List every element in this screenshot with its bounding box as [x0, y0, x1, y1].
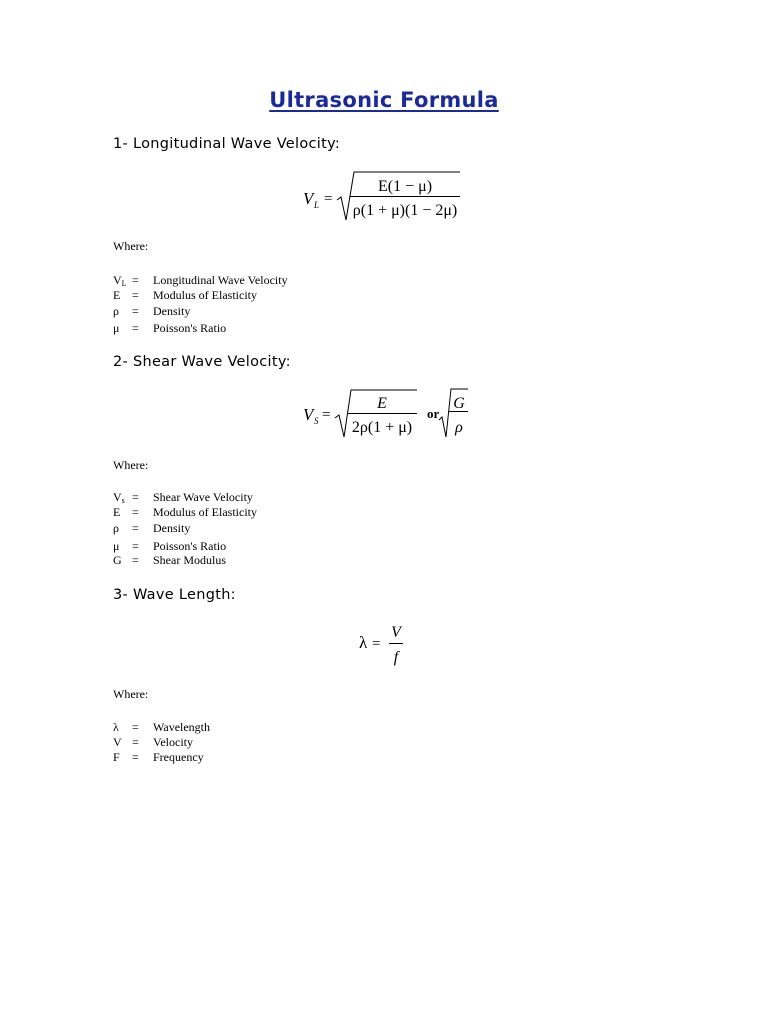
formula-2-denominator: 2ρ(1 + μ)	[351, 419, 413, 436]
definition-symbol: ρ	[113, 521, 119, 535]
definition-description: Modulus of Elasticity	[153, 288, 257, 302]
definition-description: Density	[153, 521, 191, 535]
section-2-heading: 2- Shear Wave Velocity:	[113, 354, 291, 370]
formula-2-or: or	[427, 406, 440, 421]
definition-description: Poisson's Ratio	[153, 321, 227, 335]
definition-equals: =	[132, 720, 139, 734]
formula-3-numerator: V	[391, 624, 401, 641]
shear-velocity-formula	[300, 386, 475, 442]
section-3-where-label: Where:	[113, 687, 149, 701]
definition-symbol: μ	[113, 321, 120, 335]
definition-symbol: G	[113, 553, 122, 567]
formula-3-lhs-symbol: λ	[359, 633, 368, 652]
formula-1-numerator: E(1 − μ)	[377, 178, 433, 195]
formula-1-denominator: ρ(1 + μ)(1 − 2μ)	[352, 202, 458, 219]
formula-2-equals: =	[322, 407, 331, 423]
formula-2-alt-numerator: G	[453, 395, 465, 412]
definition-description: Shear Modulus	[153, 553, 226, 567]
definition-equals: =	[132, 273, 139, 287]
section-3-heading: 3- Wave Length:	[113, 587, 236, 603]
definition-description: Modulus of Elasticity	[153, 505, 257, 519]
section-2-where-label: Where:	[113, 458, 149, 472]
definition-symbol: $V_s$	[113, 490, 125, 505]
definition-equals: =	[132, 321, 139, 335]
definition-symbol: V	[113, 735, 122, 749]
formula-1-lhs-symbol: V	[303, 189, 314, 208]
formula-3-denominator: f	[393, 649, 399, 666]
definition-description: Frequency	[153, 750, 204, 764]
definition-description: Density	[153, 304, 191, 318]
definition-symbol: F	[113, 750, 120, 764]
definition-equals: =	[132, 553, 139, 567]
definition-description: Velocity	[153, 735, 193, 749]
definition-symbol: E	[113, 505, 121, 519]
definition-equals: =	[132, 288, 139, 302]
definition-symbol: μ	[113, 539, 120, 553]
section-1-heading: 1- Longitudinal Wave Velocity:	[113, 136, 341, 152]
definition-symbol: $V_L$	[113, 273, 127, 288]
definition-symbol: ρ	[113, 304, 119, 318]
definition-equals: =	[132, 735, 139, 749]
formula-1-equals: =	[324, 191, 333, 207]
definition-equals: =	[132, 521, 139, 535]
definition-equals: =	[132, 539, 139, 553]
page-title: Ultrasonic Formula	[269, 88, 499, 112]
formula-2-lhs-symbol: V	[303, 405, 314, 424]
formula-3-equals: =	[372, 636, 381, 652]
definition-equals: =	[132, 490, 139, 504]
definition-equals: =	[132, 750, 139, 764]
definition-symbol: E	[113, 288, 121, 302]
definition-symbol: λ	[113, 720, 119, 734]
formula-2-alt-denominator: ρ	[455, 419, 463, 436]
longitudinal-velocity-formula	[300, 168, 470, 224]
definition-description: Poisson's Ratio	[153, 539, 227, 553]
definition-description: Wavelength	[153, 720, 211, 734]
definition-description: Longitudinal Wave Velocity	[153, 273, 288, 287]
definition-equals: =	[132, 505, 139, 519]
formula-2-numerator: E	[377, 395, 387, 412]
formula-1-lhs-subscript: L	[314, 200, 320, 210]
formula-2-lhs-subscript: S	[314, 416, 319, 426]
definition-equals: =	[132, 304, 139, 318]
section-1-where-label: Where:	[113, 239, 149, 253]
definition-description: Shear Wave Velocity	[153, 490, 253, 504]
wavelength-formula	[356, 620, 416, 670]
